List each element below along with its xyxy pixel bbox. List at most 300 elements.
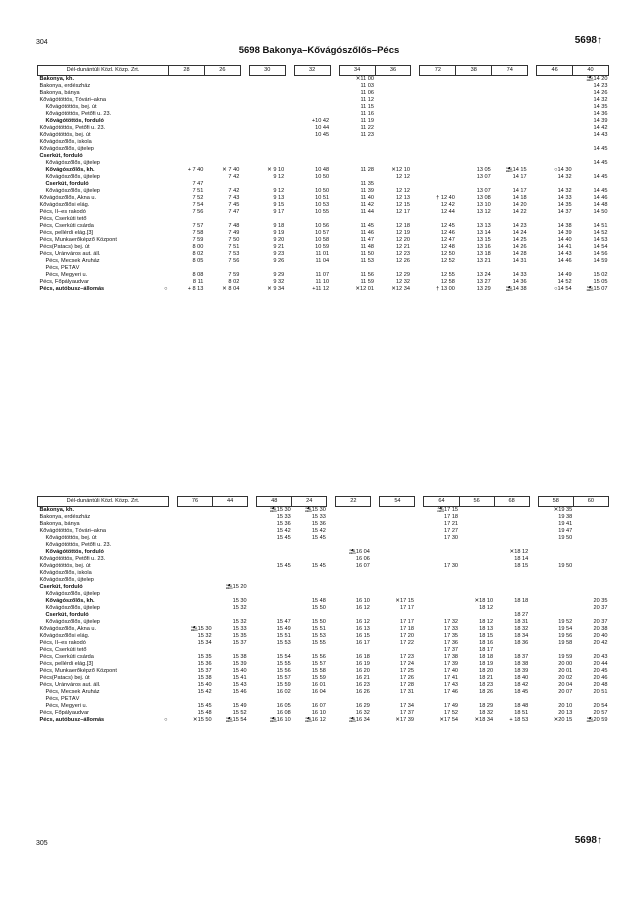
time-cell — [240, 153, 249, 160]
time-cell — [420, 265, 456, 272]
time-cell: 7 56 — [192, 209, 204, 215]
time-cell — [528, 251, 537, 258]
time-cell — [327, 507, 336, 515]
table-row — [38, 90, 609, 97]
time-cell: 11 46 — [360, 230, 375, 236]
time-cell: 19 50 — [558, 563, 573, 569]
time-cell — [327, 633, 336, 640]
time-cell — [529, 542, 538, 549]
time-cell — [411, 223, 420, 230]
time-cell — [459, 542, 494, 549]
time-cell: 18 31 — [514, 619, 529, 625]
time-cell — [169, 514, 178, 521]
time-cell — [248, 521, 257, 528]
time-cell — [537, 90, 573, 97]
time-cell — [411, 237, 420, 244]
time-cell — [528, 265, 537, 272]
table-row — [38, 647, 609, 654]
time-cell — [204, 146, 240, 153]
time-cell — [528, 258, 537, 265]
time-cell — [573, 549, 608, 556]
time-cell — [178, 549, 213, 556]
time-cell: 13 07 — [476, 188, 491, 194]
time-cell — [420, 125, 456, 132]
time-cell — [178, 598, 213, 605]
time-cell: 7 47 — [192, 181, 204, 187]
time-cell — [371, 528, 380, 535]
time-cell: 15 45 — [276, 535, 291, 541]
time-cell: 17 22 — [399, 640, 414, 646]
time-cell: 13 16 — [476, 244, 491, 250]
station-name: Pécs, pellérdi elág.[3] — [39, 661, 93, 667]
time-cell: 12 12 — [395, 174, 410, 180]
time-cell — [336, 521, 371, 528]
time-cell — [204, 139, 240, 146]
time-cell — [529, 521, 538, 528]
time-cell: 14 26 — [512, 244, 527, 250]
time-cell: 16 26 — [355, 689, 370, 695]
time-cell — [294, 83, 330, 90]
time-cell — [169, 556, 178, 563]
time-cell: 14 38 — [557, 223, 572, 229]
time-cell — [492, 76, 528, 84]
time-cell — [330, 244, 339, 251]
time-cell — [169, 146, 205, 153]
time-cell — [380, 584, 415, 591]
time-cell — [538, 696, 573, 703]
time-cell — [169, 598, 178, 605]
table-row — [38, 272, 609, 279]
time-cell: 11 22 — [360, 125, 375, 131]
time-cell: 11 50 — [360, 251, 375, 257]
time-cell — [371, 521, 380, 528]
station-name: Bakonya, bánya — [39, 90, 80, 96]
time-cell — [380, 556, 415, 563]
time-cell — [330, 125, 339, 132]
station-name: Pécs, PÉTÁV — [45, 265, 80, 271]
time-cell — [204, 111, 240, 118]
time-cell: 11 23 — [360, 132, 375, 138]
time-cell: 17 23 — [399, 654, 414, 660]
time-cell — [204, 181, 240, 188]
time-cell — [327, 591, 336, 598]
time-cell — [204, 125, 240, 132]
time-cell: +10 42 — [311, 118, 330, 124]
time-cell: 12 47 — [440, 237, 455, 243]
time-cell — [336, 591, 371, 598]
time-cell — [178, 577, 213, 584]
time-cell — [285, 160, 294, 167]
time-cell — [292, 549, 327, 556]
time-cell: 15 48 — [197, 710, 212, 716]
time-cell — [529, 577, 538, 584]
time-cell: 7 45 — [228, 202, 240, 208]
time-cell — [415, 633, 424, 640]
time-cell: 20 51 — [593, 689, 608, 695]
time-cell — [339, 160, 375, 167]
time-cell — [494, 584, 529, 591]
time-cell — [529, 689, 538, 696]
time-cell: 16 10 — [311, 710, 326, 716]
time-cell — [420, 153, 456, 160]
column-header: 48 — [257, 497, 292, 507]
time-cell: 12 46 — [440, 230, 455, 236]
column-header: 76 — [178, 497, 213, 507]
time-cell — [294, 104, 330, 111]
time-cell — [249, 76, 285, 84]
time-cell — [459, 570, 494, 577]
time-cell — [336, 514, 371, 521]
time-cell — [494, 521, 529, 528]
time-cell: 11 48 — [360, 244, 375, 250]
time-cell — [424, 584, 459, 591]
time-cell: 14 20 — [512, 202, 527, 208]
time-cell — [415, 661, 424, 668]
time-cell — [420, 111, 456, 118]
time-cell — [169, 591, 178, 598]
time-cell: 15 48 — [311, 598, 326, 604]
time-cell — [537, 265, 573, 272]
station-name: Kővágószőlős, iskola — [39, 139, 92, 145]
time-cell — [411, 265, 420, 272]
time-cell: +11 12 — [312, 286, 330, 292]
time-cell: ✕ 9 34 — [267, 286, 285, 292]
table-row — [38, 244, 609, 251]
time-cell: 11 01 — [315, 251, 330, 257]
time-cell — [330, 90, 339, 97]
table-row — [38, 258, 609, 265]
time-cell: 19 47 — [558, 528, 573, 534]
time-cell — [213, 535, 248, 542]
time-cell: 18 45 — [514, 689, 529, 695]
time-cell: 8 08 — [192, 272, 204, 278]
time-cell: 15 55 — [276, 661, 291, 667]
time-cell — [537, 132, 573, 139]
time-cell: 7 59 — [192, 237, 204, 243]
time-cell — [573, 612, 608, 619]
time-cell: 14 45 — [593, 188, 608, 194]
time-cell: 10 57 — [315, 230, 330, 236]
time-cell — [204, 104, 240, 111]
station-name: Pécs, Munkaerőképző Központ — [39, 668, 117, 674]
column-header — [169, 497, 178, 507]
time-cell — [169, 689, 178, 696]
time-cell: 15 35 — [232, 633, 247, 639]
time-cell: 16 19 — [355, 661, 370, 667]
time-cell — [538, 549, 573, 556]
time-cell: 15 39 — [232, 661, 247, 667]
time-cell — [528, 139, 537, 146]
time-cell — [240, 146, 249, 153]
time-cell — [169, 542, 178, 549]
time-cell — [330, 83, 339, 90]
time-cell — [456, 90, 492, 97]
time-cell: ⛱14 15 — [505, 167, 527, 173]
time-cell — [371, 696, 380, 703]
table-row — [38, 97, 609, 104]
time-cell — [249, 153, 285, 160]
table-row — [38, 209, 609, 216]
time-cell — [528, 160, 537, 167]
time-cell: 12 58 — [440, 279, 455, 285]
time-cell: ✕ 7 40 — [222, 167, 240, 173]
time-cell — [249, 146, 285, 153]
time-cell — [380, 647, 415, 654]
time-cell: 15 49 — [232, 703, 247, 709]
time-cell — [456, 111, 492, 118]
time-cell — [459, 549, 494, 556]
station-name: Cserkút, forduló — [45, 181, 89, 187]
time-cell — [415, 570, 424, 577]
time-cell: 11 35 — [360, 181, 375, 187]
time-cell: 15 40 — [197, 682, 212, 688]
time-cell — [336, 612, 371, 619]
time-cell — [178, 521, 213, 528]
table-row — [38, 570, 609, 577]
station-name: Pécs, autóbusz–állomás ○ — [39, 286, 168, 292]
time-cell — [371, 605, 380, 612]
time-cell — [327, 612, 336, 619]
time-cell — [573, 528, 608, 535]
time-cell — [411, 97, 420, 104]
time-cell: 9 12 — [273, 188, 285, 194]
time-cell — [375, 181, 411, 188]
time-cell — [528, 202, 537, 209]
time-cell: 17 28 — [399, 682, 414, 688]
time-cell — [178, 528, 213, 535]
time-cell — [248, 612, 257, 619]
time-cell — [573, 577, 608, 584]
time-cell: 11 03 — [360, 83, 375, 89]
time-cell — [494, 535, 529, 542]
time-cell — [248, 717, 257, 724]
time-cell — [380, 507, 415, 515]
time-cell: ✕17 15 — [395, 598, 414, 604]
time-cell: 13 15 — [476, 237, 491, 243]
time-cell — [292, 591, 327, 598]
time-cell — [248, 626, 257, 633]
time-cell: 15 33 — [311, 514, 326, 520]
time-cell: ⛱20 59 — [586, 717, 608, 723]
time-cell — [538, 556, 573, 563]
time-cell — [327, 682, 336, 689]
time-cell: 10 50 — [315, 174, 330, 180]
time-cell: ✕20 15 — [553, 717, 573, 723]
time-cell — [456, 146, 492, 153]
time-cell: 9 20 — [273, 237, 285, 243]
time-cell — [285, 188, 294, 195]
time-cell: 15 33 — [276, 514, 291, 520]
time-cell — [204, 265, 240, 272]
time-cell — [285, 153, 294, 160]
time-cell: 14 56 — [593, 251, 608, 257]
time-cell: 16 08 — [276, 710, 291, 716]
time-cell: 7 49 — [228, 230, 240, 236]
time-cell — [248, 661, 257, 668]
time-cell: 8 02 — [192, 251, 204, 257]
station-name: Pécs, Főpályaudvar — [39, 279, 89, 285]
time-cell — [371, 556, 380, 563]
time-cell: 20 13 — [558, 710, 573, 716]
time-cell — [240, 237, 249, 244]
time-cell — [528, 97, 537, 104]
time-cell — [249, 216, 285, 223]
time-cell — [415, 598, 424, 605]
time-cell — [492, 181, 528, 188]
time-cell — [537, 216, 573, 223]
time-cell: 7 58 — [192, 230, 204, 236]
time-cell: 13 07 — [476, 174, 491, 180]
time-cell: 13 14 — [476, 230, 491, 236]
time-cell: 18 32 — [479, 710, 494, 716]
time-cell — [204, 90, 240, 97]
station-name: Bakonya, erdészház — [39, 83, 91, 89]
time-cell — [327, 549, 336, 556]
time-cell: 16 02 — [276, 689, 291, 695]
time-cell — [240, 167, 249, 174]
column-header: 68 — [494, 497, 529, 507]
time-cell — [375, 104, 411, 111]
timetable-1 — [37, 65, 609, 293]
table-row — [38, 584, 609, 591]
time-cell — [169, 139, 205, 146]
station-name: Kővágótöttös, Petőfi u. 23. — [45, 111, 112, 117]
time-cell — [492, 90, 528, 97]
time-cell — [248, 605, 257, 612]
time-cell — [420, 118, 456, 125]
time-cell — [327, 647, 336, 654]
time-cell — [330, 237, 339, 244]
time-cell — [420, 90, 456, 97]
time-cell — [169, 153, 205, 160]
time-cell — [538, 612, 573, 619]
time-cell: 8 00 — [192, 244, 204, 250]
station-name: Kővágószőlős, kh. — [45, 598, 95, 604]
column-header — [529, 497, 538, 507]
table-row — [38, 125, 609, 132]
time-cell — [294, 97, 330, 104]
station-name: Kővágószőlős, újtelep — [39, 146, 94, 152]
time-cell — [327, 689, 336, 696]
time-cell — [240, 209, 249, 216]
table-row — [38, 591, 609, 598]
time-cell: 12 19 — [395, 230, 410, 236]
time-cell — [240, 258, 249, 265]
time-cell — [415, 682, 424, 689]
time-cell — [330, 258, 339, 265]
time-cell: 12 52 — [440, 258, 455, 264]
time-cell — [375, 265, 411, 272]
time-cell: 11 39 — [360, 188, 375, 194]
time-cell — [330, 104, 339, 111]
time-cell: 14 46 — [557, 258, 572, 264]
station-name: Bakonya, bánya — [39, 521, 80, 527]
time-cell — [240, 188, 249, 195]
time-cell: 11 04 — [315, 258, 330, 264]
time-cell — [169, 661, 178, 668]
time-cell: 7 47 — [228, 209, 240, 215]
time-cell — [459, 591, 494, 598]
time-cell — [537, 83, 573, 90]
time-cell: 14 22 — [512, 209, 527, 215]
time-cell — [292, 612, 327, 619]
time-cell — [415, 605, 424, 612]
time-cell: 17 17 — [399, 605, 414, 611]
time-cell — [411, 104, 420, 111]
time-cell — [178, 514, 213, 521]
time-cell — [336, 696, 371, 703]
station-name: Pécs, Megyeri u. — [45, 272, 88, 278]
time-cell: 20 43 — [593, 654, 608, 660]
time-cell: 13 13 — [476, 223, 491, 229]
table-row — [38, 535, 609, 542]
time-cell: ⛱14 20 — [586, 76, 608, 82]
time-cell — [411, 132, 420, 139]
time-cell — [538, 605, 573, 612]
station-name: Kővágószőlős, újtelep — [45, 619, 100, 625]
table-row — [38, 563, 609, 570]
time-cell: 11 19 — [360, 118, 375, 124]
time-cell — [529, 682, 538, 689]
time-cell — [375, 139, 411, 146]
column-header: 54 — [380, 497, 415, 507]
time-cell: 13 24 — [476, 272, 491, 278]
time-cell — [529, 563, 538, 570]
time-cell — [327, 619, 336, 626]
time-cell: 16 12 — [355, 619, 370, 625]
time-cell — [169, 710, 178, 717]
time-cell — [257, 577, 292, 584]
time-cell — [294, 153, 330, 160]
station-name: Kővágószőlős, újtelep — [45, 605, 100, 611]
time-cell — [204, 97, 240, 104]
time-cell: 17 24 — [399, 661, 414, 667]
time-cell — [492, 111, 528, 118]
table-row — [38, 598, 609, 605]
time-cell — [371, 675, 380, 682]
time-cell: 15 56 — [311, 654, 326, 660]
time-cell: 15 57 — [276, 675, 291, 681]
time-cell — [327, 570, 336, 577]
time-cell — [169, 90, 205, 97]
time-cell: 10 53 — [315, 202, 330, 208]
time-cell — [339, 146, 375, 153]
time-cell: 13 08 — [476, 195, 491, 201]
time-cell — [257, 549, 292, 556]
time-cell: 14 46 — [593, 195, 608, 201]
time-cell: + 18 53 — [509, 717, 529, 723]
table-row — [38, 612, 609, 619]
time-cell — [528, 90, 537, 97]
time-cell: 15 59 — [276, 682, 291, 688]
column-header: 60 — [573, 497, 608, 507]
time-cell — [371, 570, 380, 577]
station-name: Kővágótöttös, bej. út — [45, 535, 97, 541]
table-row — [38, 514, 609, 521]
time-cell — [249, 125, 285, 132]
time-cell: 18 32 — [514, 626, 529, 632]
time-cell: 17 20 — [399, 633, 414, 639]
time-cell: 18 17 — [479, 647, 494, 653]
time-cell — [420, 174, 456, 181]
time-cell — [169, 703, 178, 710]
time-cell: 16 04 — [311, 689, 326, 695]
time-cell — [529, 696, 538, 703]
time-cell: 17 49 — [444, 703, 459, 709]
time-cell — [538, 591, 573, 598]
time-cell — [371, 654, 380, 661]
time-cell — [573, 570, 608, 577]
